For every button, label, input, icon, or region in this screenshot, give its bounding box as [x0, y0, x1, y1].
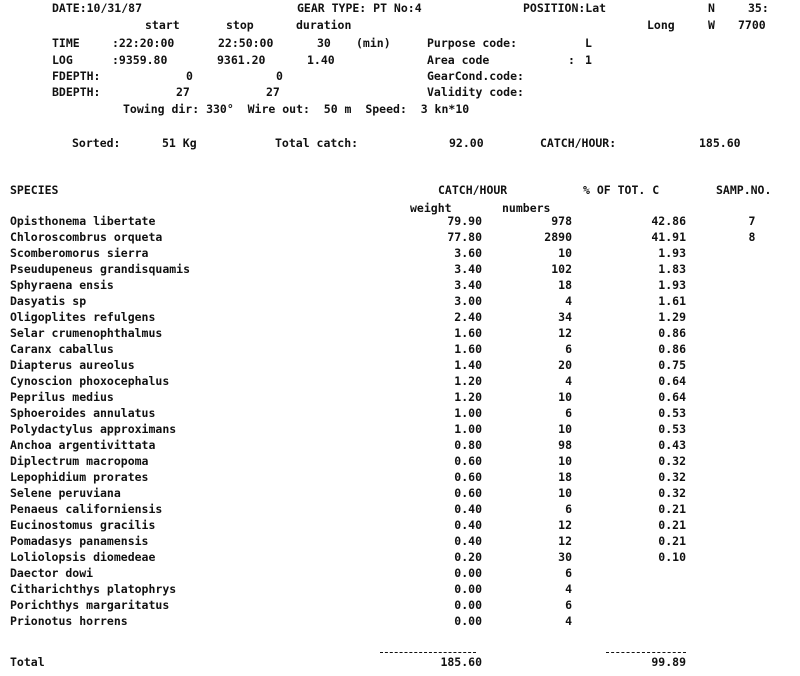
fdepth-label: FDEPTH:: [52, 69, 101, 83]
long-hemisphere: W: [708, 18, 715, 32]
pct-value: 0.32: [658, 470, 686, 484]
log-duration: 1.40: [307, 53, 335, 67]
species-name: Caranx caballus: [10, 342, 114, 356]
species-name: Selar crumenophthalmus: [10, 326, 163, 340]
numbers-value: 98: [558, 438, 572, 452]
fdepth-stop: 0: [276, 69, 283, 83]
log-stop: 9361.20: [217, 53, 266, 67]
weight-value: 1.40: [454, 358, 482, 372]
time-duration: 30: [317, 36, 331, 50]
species-name: Pomadasys panamensis: [10, 534, 149, 548]
species-name: Selene peruviana: [10, 486, 121, 500]
pct-value: 0.86: [658, 342, 686, 356]
numbers-value: 12: [558, 518, 572, 532]
numbers-value: 4: [565, 294, 572, 308]
pct-value: 0.32: [658, 454, 686, 468]
numbers-value: 4: [565, 374, 572, 388]
sub-numbers-header: numbers: [502, 201, 551, 215]
species-name: Diplectrum macropoma: [10, 454, 149, 468]
sorted-label: Sorted:: [72, 136, 121, 150]
bdepth-start: 27: [176, 85, 190, 99]
numbers-value: 18: [558, 470, 572, 484]
weight-value: 3.60: [454, 246, 482, 260]
col-stop: stop: [226, 18, 254, 32]
col-start: start: [145, 18, 180, 32]
position-label: POSITION:Lat: [523, 1, 607, 15]
sorted-value: 51 Kg: [162, 136, 197, 150]
species-name: Citharichthys platophrys: [10, 582, 177, 596]
weight-value: 79.90: [447, 214, 482, 228]
weight-value: 0.00: [454, 598, 482, 612]
pct-value: 0.64: [658, 374, 686, 388]
pct-value: 42.86: [651, 214, 686, 228]
pct-total-rule: [606, 652, 686, 653]
numbers-value: 10: [558, 390, 572, 404]
weight-value: 3.40: [454, 278, 482, 292]
species-name: Porichthys margaritatus: [10, 598, 170, 612]
species-name: Loliolopsis diomedeae: [10, 550, 156, 564]
pct-value: 0.75: [658, 358, 686, 372]
pct-value: 0.21: [658, 502, 686, 516]
total-weight: 185.60: [440, 655, 482, 669]
numbers-value: 10: [558, 454, 572, 468]
weight-value: 1.20: [454, 374, 482, 388]
species-name: Chloroscombrus orqueta: [10, 230, 163, 244]
area-label: Area code: [427, 53, 490, 67]
numbers-value: 34: [558, 310, 572, 324]
pct-value: 0.86: [658, 326, 686, 340]
lat-value: 35:: [748, 1, 769, 15]
numbers-value: 2890: [544, 230, 572, 244]
numbers-value: 6: [565, 342, 572, 356]
numbers-value: 10: [558, 422, 572, 436]
weight-value: 0.00: [454, 614, 482, 628]
catch-per-hour-label: CATCH/HOUR:: [540, 136, 617, 150]
numbers-value: 30: [558, 550, 572, 564]
bdepth-stop: 27: [266, 85, 280, 99]
species-name: Scomberomorus sierra: [10, 246, 149, 260]
pct-value: 1.29: [658, 310, 686, 324]
weight-value: 0.40: [454, 502, 482, 516]
numbers-value: 102: [551, 262, 572, 276]
species-name: Daector dowi: [10, 566, 94, 580]
numbers-value: 6: [565, 502, 572, 516]
purpose-value: L: [585, 36, 592, 50]
pct-value: 0.53: [658, 406, 686, 420]
weight-value: 77.80: [447, 230, 482, 244]
validity-label: Validity code:: [427, 85, 524, 99]
species-name: Diapterus aureolus: [10, 358, 135, 372]
species-name: Sphoeroides annulatus: [10, 406, 156, 420]
lat-hemisphere: N: [708, 1, 715, 15]
numbers-value: 6: [565, 598, 572, 612]
weight-value: 0.60: [454, 454, 482, 468]
weight-value: 1.60: [454, 342, 482, 356]
numbers-value: 4: [565, 582, 572, 596]
col-samp-header: SAMP.NO.: [716, 183, 772, 197]
area-colon: :: [568, 53, 575, 67]
weight-value: 3.00: [454, 294, 482, 308]
species-name: Penaeus californiensis: [10, 502, 163, 516]
total-label: Total: [10, 655, 45, 669]
catch-per-hour-value: 185.60: [699, 136, 741, 150]
towing-line: Towing dir: 330° Wire out: 50 m Speed: 3 kn*10: [123, 102, 470, 116]
col-species-header: SPECIES: [10, 183, 59, 197]
weight-value: 1.00: [454, 406, 482, 420]
time-stop: 22:50:00: [218, 36, 274, 50]
weight-value: 1.00: [454, 422, 482, 436]
log-start: :9359.80: [112, 53, 168, 67]
pct-value: 1.61: [658, 294, 686, 308]
numbers-value: 978: [551, 214, 572, 228]
species-name: Prionotus horrens: [10, 614, 128, 628]
sub-weight-header: weight: [410, 201, 452, 215]
species-name: Peprilus medius: [10, 390, 114, 404]
date-field: DATE:10/31/87: [52, 1, 143, 15]
pct-value: 0.53: [658, 422, 686, 436]
numbers-value: 12: [558, 534, 572, 548]
weight-value: 1.60: [454, 326, 482, 340]
species-name: Anchoa argentivittata: [10, 438, 156, 452]
time-start: :22:20:00: [112, 36, 175, 50]
weight-value: 0.00: [454, 566, 482, 580]
pct-value: 1.93: [658, 246, 686, 260]
pct-value: 1.83: [658, 262, 686, 276]
weight-value: 0.00: [454, 582, 482, 596]
weight-total-rule: [380, 652, 476, 653]
weight-value: 0.40: [454, 534, 482, 548]
weight-value: 0.20: [454, 550, 482, 564]
numbers-value: 10: [558, 486, 572, 500]
pct-value: 0.21: [658, 534, 686, 548]
species-name: Pseudupeneus grandisquamis: [10, 262, 191, 276]
species-name: Opisthonema libertate: [10, 214, 156, 228]
weight-value: 0.80: [454, 438, 482, 452]
weight-value: 0.60: [454, 486, 482, 500]
gear-type: GEAR TYPE: PT No:4: [297, 1, 422, 15]
pct-value: 0.21: [658, 518, 686, 532]
species-name: Cynoscion phoxocephalus: [10, 374, 170, 388]
weight-value: 3.40: [454, 262, 482, 276]
species-name: Sphyraena ensis: [10, 278, 114, 292]
col-duration: duration: [296, 18, 352, 32]
numbers-value: 4: [565, 614, 572, 628]
pct-value: 0.64: [658, 390, 686, 404]
pct-value: 0.43: [658, 438, 686, 452]
species-name: Polydactylus approximans: [10, 422, 177, 436]
weight-value: 1.20: [454, 390, 482, 404]
numbers-value: 10: [558, 246, 572, 260]
total-pct: 99.89: [651, 655, 686, 669]
species-name: Eucinostomus gracilis: [10, 518, 156, 532]
time-unit: (min): [356, 36, 391, 50]
species-name: Dasyatis sp: [10, 294, 87, 308]
weight-value: 0.60: [454, 470, 482, 484]
numbers-value: 20: [558, 358, 572, 372]
long-value: 7700: [738, 18, 766, 32]
long-label: Long: [647, 18, 675, 32]
species-name: Oligoplites refulgens: [10, 310, 156, 324]
pct-value: 41.91: [651, 230, 686, 244]
numbers-value: 6: [565, 566, 572, 580]
weight-value: 0.40: [454, 518, 482, 532]
samp-value: 7: [748, 214, 756, 228]
numbers-value: 12: [558, 326, 572, 340]
species-name: Lepophidium prorates: [10, 470, 149, 484]
area-value: 1: [585, 53, 592, 67]
total-catch-value: 92.00: [449, 136, 484, 150]
gearcond-label: GearCond.code:: [427, 69, 524, 83]
time-label: TIME: [52, 36, 80, 50]
numbers-value: 18: [558, 278, 572, 292]
col-catch-header: CATCH/HOUR: [438, 183, 508, 197]
weight-value: 2.40: [454, 310, 482, 324]
log-label: LOG: [52, 53, 73, 67]
samp-value: 8: [748, 230, 756, 244]
pct-value: 1.93: [658, 278, 686, 292]
fdepth-start: 0: [186, 69, 193, 83]
numbers-value: 6: [565, 406, 572, 420]
pct-value: 0.10: [658, 550, 686, 564]
pct-value: 0.32: [658, 486, 686, 500]
bdepth-label: BDEPTH:: [52, 85, 101, 99]
col-pct-header: % OF TOT. C: [583, 183, 660, 197]
total-catch-label: Total catch:: [275, 136, 359, 150]
purpose-label: Purpose code:: [427, 36, 518, 50]
